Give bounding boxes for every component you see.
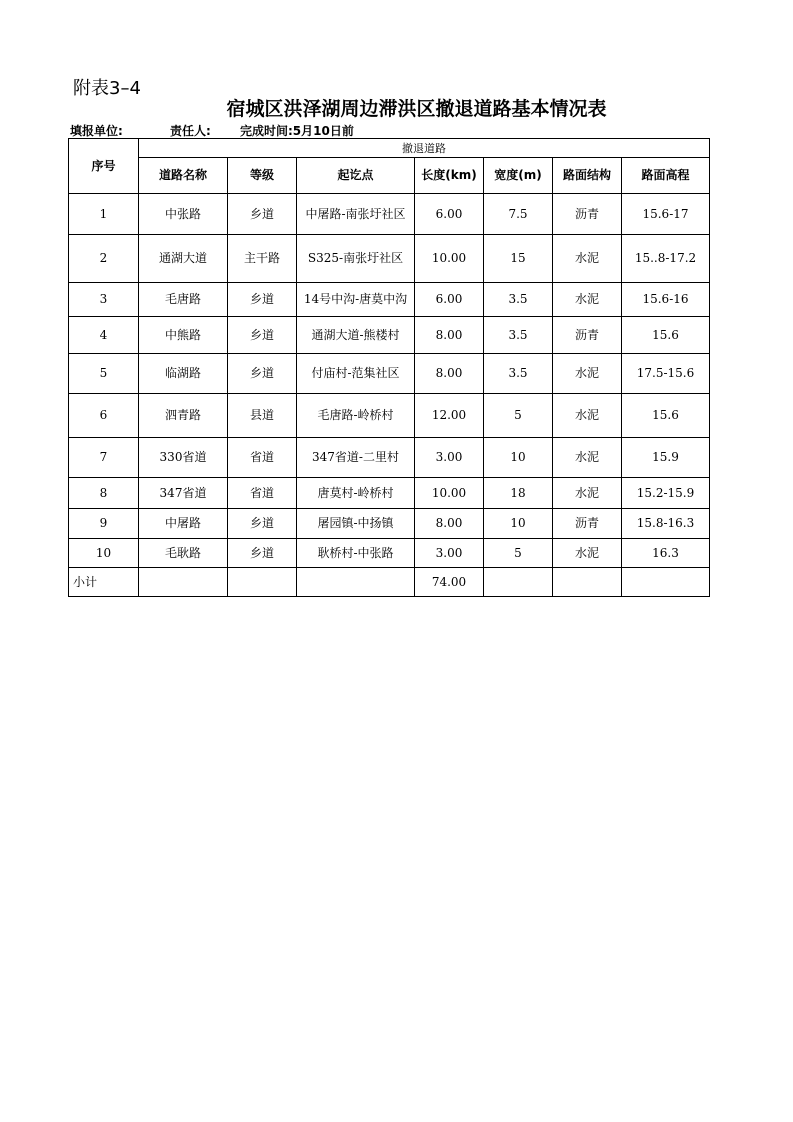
header-structure: 路面结构 [553, 158, 622, 194]
subtotal-label: 小计 [69, 568, 139, 597]
cell-road-name: 毛耿路 [139, 539, 228, 568]
cell-elevation: 15.6 [622, 394, 710, 438]
table-row [69, 509, 710, 539]
table-row [69, 478, 710, 509]
cell-grade: 省道 [228, 478, 297, 509]
subtotal-empty-cell [553, 568, 622, 597]
cell-grade: 乡道 [228, 539, 297, 568]
cell-endpoints: S325-南张圩社区 [297, 235, 415, 283]
cell-width: 3.5 [484, 317, 553, 354]
cell-width: 10 [484, 509, 553, 539]
cell-length: 10.00 [415, 235, 484, 283]
cell-structure: 沥青 [553, 509, 622, 539]
cell-elevation: 15.8-16.3 [622, 509, 710, 539]
cell-index: 8 [69, 478, 139, 509]
cell-endpoints: 耿桥村-中张路 [297, 539, 415, 568]
table-row [69, 394, 710, 438]
table-row [69, 354, 710, 394]
cell-endpoints: 通湖大道-熊楼村 [297, 317, 415, 354]
cell-elevation: 17.5-15.6 [622, 354, 710, 394]
header-index: 序号 [69, 139, 139, 194]
cell-structure: 水泥 [553, 438, 622, 478]
cell-index: 7 [69, 438, 139, 478]
cell-road-name: 中屠路 [139, 509, 228, 539]
cell-grade: 乡道 [228, 509, 297, 539]
cell-road-name: 330省道 [139, 438, 228, 478]
subtotal-length: 74.00 [415, 568, 484, 597]
subtotal-empty-cell [139, 568, 228, 597]
cell-length: 6.00 [415, 194, 484, 235]
cell-road-name: 临湖路 [139, 354, 228, 394]
reporting-unit-label: 填报单位: [70, 124, 123, 138]
cell-length: 3.00 [415, 539, 484, 568]
appendix-label: 附表3–4 [73, 78, 141, 99]
table-row [69, 235, 710, 283]
header-elevation: 路面高程 [622, 158, 710, 194]
cell-endpoints: 毛唐路-岭桥村 [297, 394, 415, 438]
cell-structure: 水泥 [553, 394, 622, 438]
cell-road-name: 毛唐路 [139, 283, 228, 317]
cell-structure: 沥青 [553, 317, 622, 354]
cell-index: 10 [69, 539, 139, 568]
cell-structure: 水泥 [553, 539, 622, 568]
cell-grade: 省道 [228, 438, 297, 478]
table-row [69, 317, 710, 354]
evacuation-roads-table [68, 138, 710, 597]
cell-width: 3.5 [484, 354, 553, 394]
subtotal-row [69, 568, 710, 597]
header-group-evacuation-roads: 撤退道路 [139, 139, 710, 158]
cell-index: 9 [69, 509, 139, 539]
header-grade: 等级 [228, 158, 297, 194]
header-endpoints: 起讫点 [297, 158, 415, 194]
cell-width: 18 [484, 478, 553, 509]
cell-road-name: 中张路 [139, 194, 228, 235]
cell-index: 4 [69, 317, 139, 354]
cell-width: 3.5 [484, 283, 553, 317]
header-group-row [69, 139, 710, 158]
cell-elevation: 15.9 [622, 438, 710, 478]
cell-length: 3.00 [415, 438, 484, 478]
cell-index: 2 [69, 235, 139, 283]
cell-endpoints: 中屠路-南张圩社区 [297, 194, 415, 235]
cell-length: 12.00 [415, 394, 484, 438]
cell-endpoints: 347省道-二里村 [297, 438, 415, 478]
header-width: 宽度(m) [484, 158, 553, 194]
table-body [69, 139, 710, 597]
cell-elevation: 16.3 [622, 539, 710, 568]
cell-length: 8.00 [415, 317, 484, 354]
cell-length: 10.00 [415, 478, 484, 509]
cell-width: 5 [484, 394, 553, 438]
cell-grade: 乡道 [228, 354, 297, 394]
subtotal-empty-cell [484, 568, 553, 597]
table-row [69, 194, 710, 235]
cell-road-name: 通湖大道 [139, 235, 228, 283]
cell-road-name: 347省道 [139, 478, 228, 509]
cell-elevation: 15..8-17.2 [622, 235, 710, 283]
completion-time-label: 完成时间:5月10日前 [240, 124, 354, 138]
cell-road-name: 中熊路 [139, 317, 228, 354]
cell-grade: 乡道 [228, 283, 297, 317]
cell-width: 15 [484, 235, 553, 283]
subtotal-empty-cell [622, 568, 710, 597]
cell-elevation: 15.6 [622, 317, 710, 354]
cell-index: 3 [69, 283, 139, 317]
responsible-person-label: 责任人: [170, 124, 211, 138]
cell-endpoints: 唐莫村-岭桥村 [297, 478, 415, 509]
cell-grade: 主干路 [228, 235, 297, 283]
cell-grade: 乡道 [228, 194, 297, 235]
cell-grade: 乡道 [228, 317, 297, 354]
cell-length: 8.00 [415, 354, 484, 394]
cell-endpoints: 付庙村-范集社区 [297, 354, 415, 394]
cell-structure: 水泥 [553, 235, 622, 283]
cell-index: 5 [69, 354, 139, 394]
document-title: 宿城区洪泽湖周边滞洪区撤退道路基本情况表 [226, 98, 607, 120]
table-row [69, 539, 710, 568]
subtotal-empty-cell [297, 568, 415, 597]
cell-length: 6.00 [415, 283, 484, 317]
subtotal-empty-cell [228, 568, 297, 597]
cell-endpoints: 14号中沟-唐莫中沟 [297, 283, 415, 317]
cell-road-name: 泗青路 [139, 394, 228, 438]
cell-elevation: 15.6-17 [622, 194, 710, 235]
cell-structure: 水泥 [553, 354, 622, 394]
header-columns-row [69, 158, 710, 194]
cell-endpoints: 屠园镇-中扬镇 [297, 509, 415, 539]
cell-structure: 沥青 [553, 194, 622, 235]
cell-elevation: 15.6-16 [622, 283, 710, 317]
cell-width: 7.5 [484, 194, 553, 235]
header-road-name: 道路名称 [139, 158, 228, 194]
cell-grade: 县道 [228, 394, 297, 438]
cell-structure: 水泥 [553, 478, 622, 509]
cell-index: 1 [69, 194, 139, 235]
cell-width: 5 [484, 539, 553, 568]
table-row [69, 438, 710, 478]
cell-length: 8.00 [415, 509, 484, 539]
cell-index: 6 [69, 394, 139, 438]
table-row [69, 283, 710, 317]
cell-elevation: 15.2-15.9 [622, 478, 710, 509]
header-length: 长度(km) [415, 158, 484, 194]
cell-structure: 水泥 [553, 283, 622, 317]
cell-width: 10 [484, 438, 553, 478]
